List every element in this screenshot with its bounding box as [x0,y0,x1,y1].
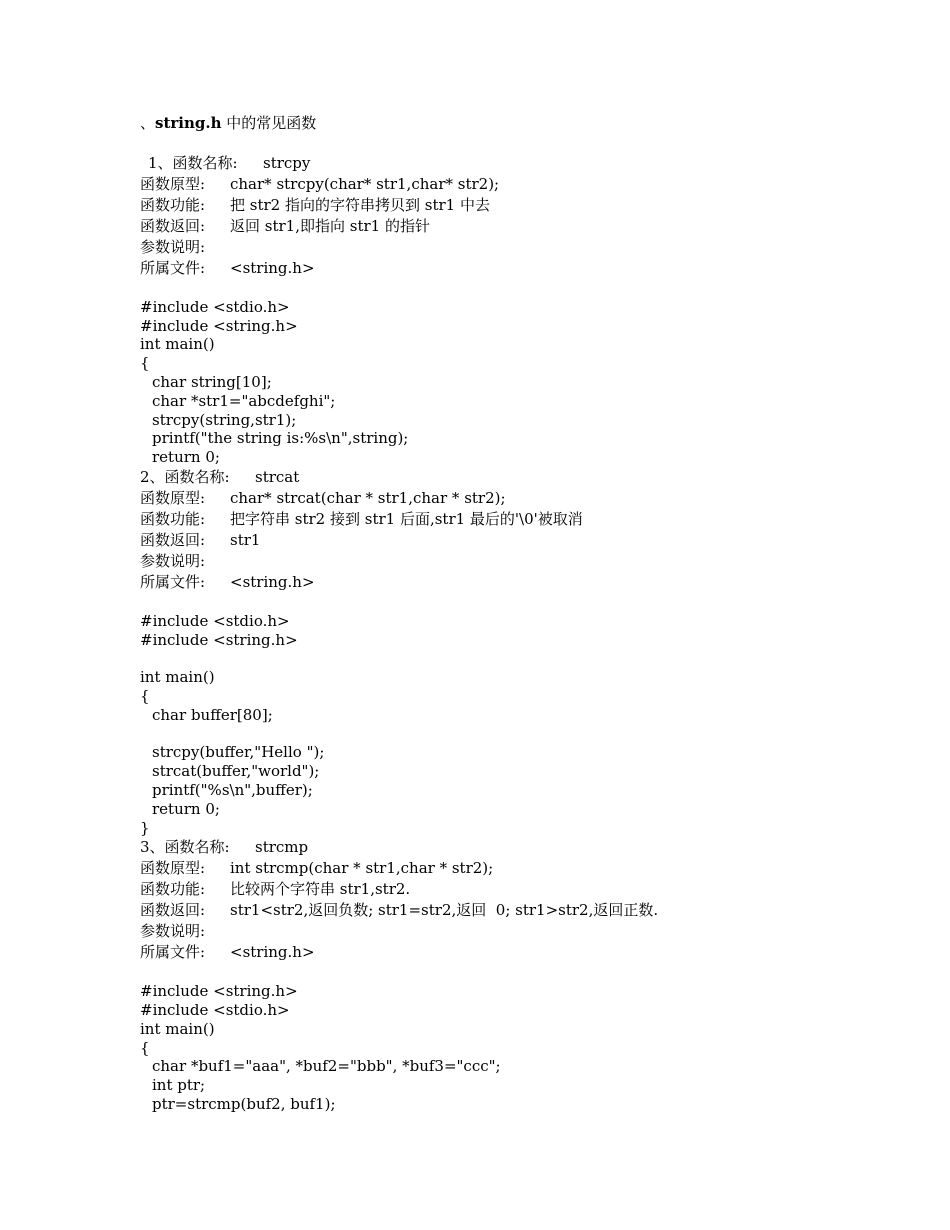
function-name-label: 2、函数名称: [140,467,230,486]
code-line: int main() [140,1019,215,1038]
field-label: 函数返回: [140,901,206,920]
function-name-row [140,153,900,174]
code-line: char buffer[80]; [152,705,273,724]
function-sections [140,153,900,1114]
function-field [140,942,900,963]
function-field [140,572,900,593]
code-line: #include <string.h> [140,982,298,1001]
title-header-name: string.h [155,114,222,132]
document-body [140,113,900,1114]
function-section [140,467,900,837]
field-value: str1<str2,返回负数; str1=str2,返回 0; str1>str2,返回正数. [230,901,659,920]
field-value: 比较两个字符串 str1,str2. [230,880,411,899]
code-line: { [140,1038,150,1057]
code-line: int main() [140,668,215,687]
field-label: 函数原型: [140,175,206,193]
function-field [140,195,900,216]
code-line: #include <stdio.h> [140,1000,290,1019]
function-field [140,216,900,237]
field-label: 函数返回: [140,530,206,549]
code-line: #include <string.h> [140,316,298,335]
field-label: 所属文件: [140,259,206,277]
code-line: char *buf1="aaa", *buf2="bbb", *buf3="ccc"; [152,1057,501,1076]
function-field [140,237,900,258]
code-line: } [140,818,150,837]
field-label: 所属文件: [140,943,206,962]
field-label: 函数功能: [140,509,206,528]
code-line: int main() [140,335,215,354]
code-line: int ptr; [152,1076,206,1095]
function-name-row [140,467,900,488]
field-value [230,551,900,572]
code-line: { [140,354,150,373]
field-label: 函数返回: [140,217,206,235]
field-value: char* strcat(char * str1,char * str2); [230,488,506,507]
code-line: #include <stdio.h> [140,611,290,630]
code-line: #include <string.h> [140,630,298,649]
function-name: strcat [255,467,300,486]
blank-line [140,279,900,298]
field-label: 函数原型: [140,488,206,507]
function-name-label: 1、函数名称: [148,154,238,172]
function-section [140,837,900,1113]
field-label: 函数原型: [140,859,206,878]
code-line: printf("the string is:%s\n",string); [152,429,409,448]
field-value: 返回 str1,即指向 str1 的指针 [230,217,430,235]
field-value: char* strcpy(char* str1,char* str2); [230,175,500,193]
field-value [230,237,900,258]
function-field [140,509,900,530]
code-line: printf("%s\n",buffer); [152,780,313,799]
field-value: <string.h> [230,572,315,591]
field-label: 所属文件: [140,572,206,591]
field-value: 把 str2 指向的字符串拷贝到 str1 中去 [230,196,490,214]
function-field [140,551,900,572]
function-field [140,530,900,551]
field-value: int strcmp(char * str1,char * str2); [230,859,494,878]
blank-line [140,649,900,668]
function-name-row [140,837,900,858]
code-line: #include <stdio.h> [140,297,290,316]
document-title [140,113,900,133]
function-name: strcpy [263,154,311,172]
blank-line [140,725,900,744]
code-line: return 0; [152,799,220,818]
code-line: return 0; [152,448,220,467]
title-prefix: 、 [140,114,156,132]
field-value [230,921,900,942]
code-line: ptr=strcmp(buf2, buf1); [152,1094,336,1113]
function-name: strcmp [255,838,309,857]
blank-line [140,963,900,982]
function-field [140,879,900,900]
field-label: 参数说明: [140,238,206,256]
field-label: 参数说明: [140,551,206,570]
field-value: 把字符串 str2 接到 str1 后面,str1 最后的'\0'被取消 [230,509,583,528]
field-value: <string.h> [230,943,315,962]
code-line: char string[10]; [152,372,272,391]
field-label: 参数说明: [140,922,206,941]
code-line: { [140,686,150,705]
title-suffix: 中的常见函数 [221,114,317,132]
function-section [140,153,900,467]
code-line: strcat(buffer,"world"); [152,762,320,781]
blank-line [140,593,900,612]
code-line: char *str1="abcdefghi"; [152,391,336,410]
function-field [140,858,900,879]
code-line: strcpy(string,str1); [152,410,297,429]
code-line: strcpy(buffer,"Hello "); [152,743,325,762]
field-label: 函数功能: [140,196,206,214]
field-label: 函数功能: [140,880,206,899]
function-field [140,174,900,195]
field-value: str1 [230,530,261,549]
function-field [140,921,900,942]
function-field [140,258,900,279]
function-field [140,900,900,921]
function-field [140,488,900,509]
function-name-label: 3、函数名称: [140,838,230,857]
field-value: <string.h> [230,259,315,277]
